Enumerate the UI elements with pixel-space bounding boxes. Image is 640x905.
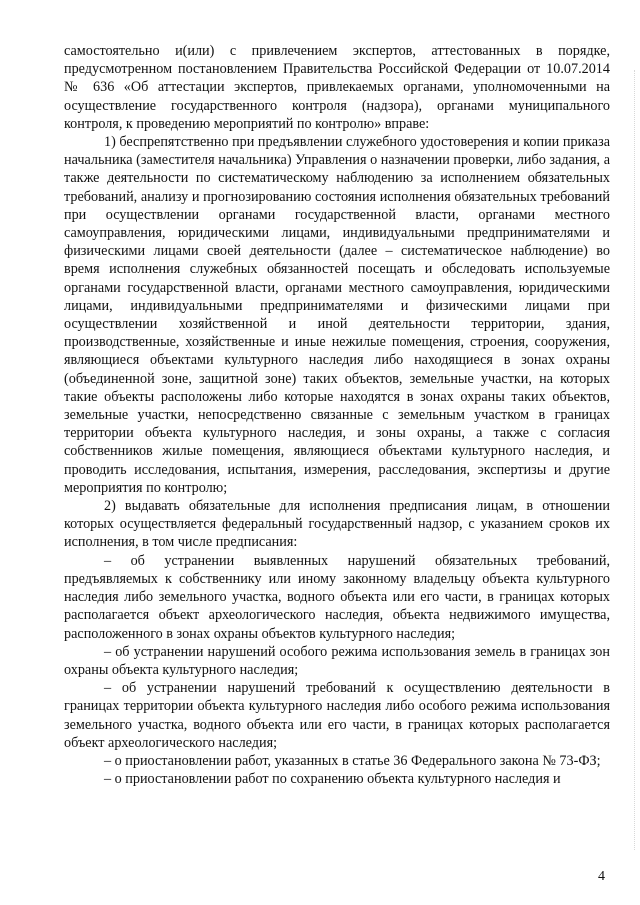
paragraph-dash-2: – об устранении нарушений особого режима использования земель в границах зон охраны объекта культурного наследия; [64,643,610,678]
scan-edge-mark [633,70,635,850]
paragraph-dash-3: – об устранении нарушений требований к осуществлению деятельности в границах территории объекта культурного наследия либо особого режима использования земельного участка, водного объекта или его части, в границах которых располагается объект археологического наследия; [64,680,610,751]
paragraph-dash-1: – об устранении выявленных нарушений обязательных требований, предъявляемых к собственнику или иному законному владельцу объекта культурного наследия либо земельного участка, водного объекта или его части, в границах которых располагается объект археологического наследия, объекта недвижимого имущества, расположенного в зонах охраны объектов культурного наследия; [64,552,610,642]
page-number: 4 [598,869,605,884]
paragraph-item-1: 1) беспрепятственно при предъявлении служебного удостоверения и копии приказа начальника (заместителя начальника) Управления о назначении проверки, либо задания, а также деятельности по систематическому наблюдению за исполнением обязательных требований, анализу и прогнозированию состояния исполнения обязательных требований при осуществлении органами государственной власти, органами местного самоуправления, юридическими лицами, индивидуальными предпринимателями и физическими лицами своей деятельности (далее – систематическое наблюдение) во время исполнения служебных обязанностей посещать и обследовать используемые органами государственной власти, органами местного самоуправления, юридическими лицами, индивидуальными предпринимателями и физическими лицами при осуществлении хозяйственной и иной деятельности территории, здания, производственные, хозяйственные и иные нежилые помещения, строения, сооружения, являющиеся объектами культурного наследия либо находящиеся в зонах охраны (объединенной зоне, защитной зоне) таких объектов, земельные участки, на которых такие объекты расположены либо которые находятся в зонах охраны таких объектов, земельные участки, непосредственно связанные с земельным участком в границах территории объекта культурного наследия, и зоны охраны, а также с согласия собственников жилые помещения, являющиеся объектами культурного наследия, и проводить исследования, испытания, измерения, расследования, экспертизы и другие мероприятия по контролю; [64,134,610,496]
document-body [64,42,610,788]
paragraph-intro: самостоятельно и(или) с привлечением экспертов, аттестованных в порядке, предусмотренном постановлением Правительства Российской Федерации от 10.07.2014 № 636 «Об аттестации экспертов, привлекаемых органами, уполномоченными на осуществление государственного контроля (надзора), органами муниципального контроля, к проведению мероприятий по контролю» вправе: [64,43,610,132]
paragraph-dash-4: – о приостановлении работ, указанных в статье 36 Федерального закона № 73-ФЗ; [104,752,601,769]
paragraph-item-2: 2) выдавать обязательные для исполнения предписания лицам, в отношении которых осуществляется федеральный государственный надзор, с указанием сроков их исполнения, в том числе предписания: [64,498,610,551]
paragraph-dash-5: – о приостановлении работ по сохранению объекта культурного наследия и [104,771,561,788]
